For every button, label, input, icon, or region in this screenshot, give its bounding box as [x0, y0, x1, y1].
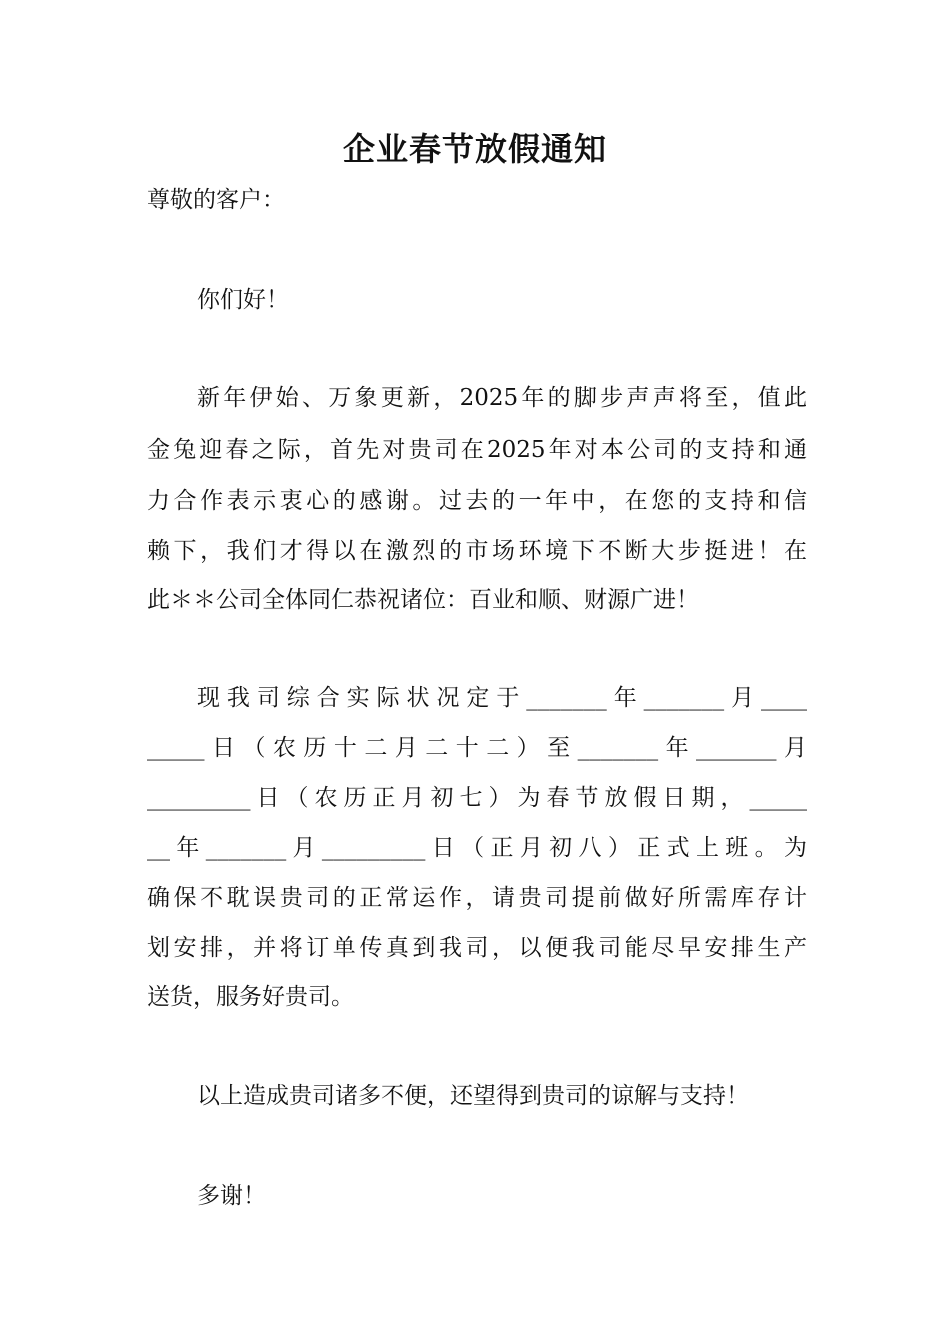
salutation: 尊敬的客户： [147, 187, 285, 213]
paragraph-1-line-1: 新年伊始、万象更新，2025年的脚步声声将至，值此 [197, 385, 807, 411]
document-title: 企业春节放假通知 [342, 130, 607, 168]
paragraph-3: 以上造成贵司诸多不便，还望得到贵司的谅解与支持！ [197, 1083, 749, 1109]
paragraph-2-line-3: _________日（农历正月初七）为春节放假日期，_____ [147, 785, 807, 811]
paragraph-1-line-5: 此＊＊公司全体同仁恭祝诸位：百业和顺、财源广进！ [147, 587, 699, 613]
paragraph-1-line-4: 赖下，我们才得以在激烈的市场环境下不断大步挺进！在 [147, 538, 807, 564]
paragraph-1-line-3: 力合作表示衷心的感谢。过去的一年中，在您的支持和信 [147, 488, 807, 514]
paragraph-2-line-6: 划安排，并将订单传真到我司，以便我司能尽早安排生产 [147, 935, 807, 961]
paragraph-1-line-2: 金兔迎春之际，首先对贵司在2025年对本公司的支持和通 [147, 437, 807, 463]
paragraph-2-line-5: 确保不耽误贵司的正常运作，请贵司提前做好所需库存计 [147, 885, 807, 911]
greeting: 你们好！ [197, 287, 289, 313]
paragraph-2-line-7: 送货，服务好贵司。 [147, 984, 354, 1010]
paragraph-2-line-1: 现我司综合实际状况定于_______年_______月____ [197, 685, 807, 711]
paragraph-2-line-4: __年_______月_________日（正月初八）正式上班。为 [147, 835, 807, 861]
paragraph-2-line-2: _____日（农历十二月二十二）至_______年_______月 [147, 735, 807, 761]
closing: 多谢！ [197, 1183, 266, 1209]
